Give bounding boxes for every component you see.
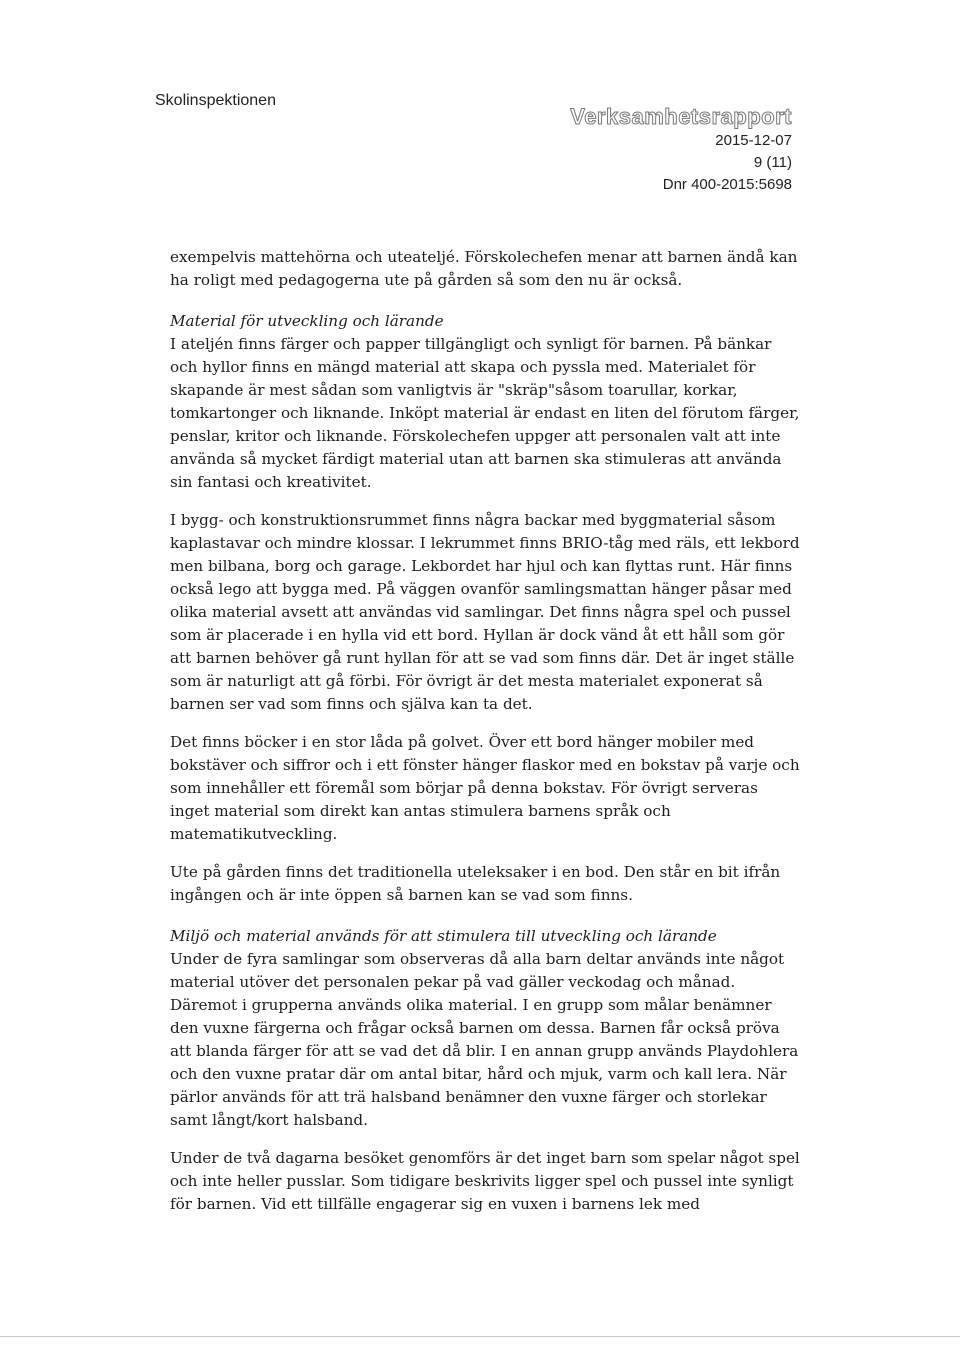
paragraph-4: Det finns böcker i en stor låda på golvet. Över ett bord hänger mobiler med bokstäver och siffror och i ett fönster hänger flaskor med en bokstav på varje och som innehåller ett föremål som börjar på denna bokstav. För övrigt serveras inget material som direkt kan antas stimulera barnens språk och matematikutveckling. bbox=[170, 733, 800, 843]
organization-name: Skolinspektionen bbox=[155, 92, 276, 109]
report-title: Verksamhetsrapport bbox=[570, 104, 792, 129]
page-number: 9 (11) bbox=[753, 154, 792, 171]
section-environment bbox=[170, 925, 800, 1132]
paragraph-5: Ute på gården finns det traditionella uteleksaker i en bod. Den står en bit ifrån ingången och är inte öppen så barnen kan se vad som finns. bbox=[170, 863, 781, 904]
section-material bbox=[170, 310, 800, 494]
scan-bottom-edge bbox=[0, 1336, 960, 1337]
paragraph-7: Under de två dagarna besöket genomförs är det inget barn som spelar något spel och inte heller pusslar. Som tidigare beskrivits ligger spel och pussel inte synligt för barnen. Vid ett tillfälle engagerar sig en vuxen i barnens lek med bbox=[170, 1149, 800, 1213]
paragraph-6: Under de fyra samlingar som observeras då alla barn deltar används inte något material utöver det personalen pekar på vad gäller veckodag och månad. Däremot i grupperna används olika material. I en grupp som målar benämner den vuxne färgerna och frågar också barnen om dessa. Barnen får också pröva att blanda färger för att se vad det då blir. I en annan grupp används Playdohlera och den vuxne pratar där om antal bitar, hård och mjuk, varm och kall lera. När pärlor används för att trä halsband benämner den vuxne färger och storlekar samt långt/kort halsband. bbox=[170, 950, 799, 1129]
document-body bbox=[170, 246, 800, 1231]
paragraph-3: I bygg- och konstruktionsrummet finns några backar med byggmaterial såsom kaplastavar och mindre klossar. I lekrummet finns BRIO-tåg med räls, ett lekbord men bilbana, borg och garage. Lekbordet har hjul och kan flyttas runt. Här finns också lego att bygga med. På väggen ovanför samlingsmattan hänger påsar med olika material avsett att användas vid samlingar. Det finns några spel och pussel som är placerade i en hylla vid ett bord. Hyllan är dock vänd åt ett håll som gör att barnen behöver gå runt hyllan för att se vad som finns där. Det är inget ställe som är naturligt att gå förbi. För övrigt är det mesta materialet exponerat så barnen ser vad som finns och själva kan ta det. bbox=[170, 511, 800, 713]
paragraph-2: I ateljén finns färger och papper tillgängligt och synligt för barnen. På bänkar och hyllor finns en mängd material att skapa och pyssla med. Materialet för skapande är mest sådan som vanligtvis är "skräp"såsom toarullar, korkar, tomkartonger och liknande. Inköpt material är endast en liten del förutom färger, penslar, kritor och liknande. Förskolechefen uppger att personalen valt att inte använda så mycket färdigt material utan att barnen ska stimuleras att använda sin fantasi och kreativitet. bbox=[170, 335, 800, 491]
section-heading-environment: Miljö och material används för att stimulera till utveckling och lärande bbox=[170, 927, 717, 945]
report-date: 2015-12-07 bbox=[715, 132, 792, 149]
document-header-meta bbox=[570, 104, 792, 196]
section-heading-material: Material för utveckling och lärande bbox=[170, 312, 444, 330]
paragraph-1: exempelvis mattehörna och uteatelјé. Förskolechefen menar att barnen ändå kan ha roligt med pedagogerna ute på gården så som den nu är också. bbox=[170, 248, 798, 289]
diary-number: Dnr 400-2015:5698 bbox=[662, 176, 792, 193]
